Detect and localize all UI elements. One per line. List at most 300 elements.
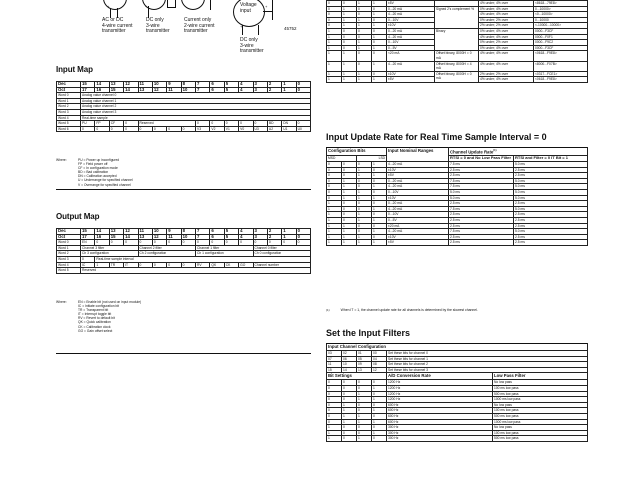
rate-b-cell: 2.5 ms (514, 173, 588, 179)
low-pass-cell: 1000 ms low pass (493, 397, 588, 403)
bit-cell: GO (239, 262, 253, 268)
bit-cell: 0 (282, 240, 296, 246)
hex-range-cell: 0...10000 (534, 17, 588, 23)
bit-header: 3 (253, 87, 267, 93)
bit-cell: 1 (372, 240, 387, 246)
rate-b-cell: 5.0 ms (514, 184, 588, 190)
rate-a-cell: 2.5 ms (449, 217, 514, 223)
bit-cell: 0 (342, 430, 357, 436)
bit-cell: 1 (342, 234, 357, 240)
bit-cell: 0 (372, 380, 387, 386)
channel-text-cell: Set these bits for channel 2 (387, 362, 588, 368)
range-cell: <20 mA (387, 51, 435, 61)
rate-a-cell: 7.5 ms (449, 178, 514, 184)
bit-cell: 0 (357, 229, 372, 235)
legend-item: QK = Quick calibration (78, 320, 111, 325)
rate-b-cell: 2.5 ms (514, 167, 588, 173)
bit-cell: 0 (357, 223, 372, 229)
where-label: Where: (56, 300, 67, 304)
output-map-title: Output Map (56, 212, 100, 221)
bit-cell: 0 (372, 425, 387, 431)
limits-cell: 4% under; 4% over (479, 12, 534, 18)
low-pass-cell: 100 ms low pass (493, 430, 588, 436)
bit-cell: 0 (327, 419, 342, 425)
bit-cell: 1 (357, 217, 372, 223)
range-header: Input Nominal Ranges (387, 148, 449, 162)
bit-cell: V2 (210, 126, 224, 132)
bit-cell: 0 (357, 162, 372, 168)
label-line: transmitter (184, 28, 208, 35)
ad-rate-cell: 600 Hz (387, 402, 493, 408)
bit-header: 2 (267, 229, 281, 235)
range-cell: 4...20 mA (387, 229, 449, 235)
rate-a-cell: 2.5 ms (449, 173, 514, 179)
label-line: transmitter (240, 48, 264, 55)
bit-cell: 1 (327, 223, 342, 229)
bit-header: 12 (152, 234, 166, 240)
bit-cell: V1 (224, 126, 238, 132)
bit-header: 3 (253, 229, 267, 235)
hex-range-cell: <8000...F07B> (534, 61, 588, 71)
bit-header: 8 (181, 82, 195, 88)
data-format-table (326, 0, 588, 83)
bit-cell: 0 (224, 240, 238, 246)
row-label: Oct (57, 87, 81, 93)
rate-b-cell: 2.5 ms (514, 217, 588, 223)
bit-cell: 1 (342, 71, 357, 77)
hex-range-cell: 0000...F0F1 (534, 34, 588, 40)
bit-header: 2 (267, 82, 281, 88)
format-cell: Offset binary, 8000H = 0 mA (435, 51, 479, 61)
label-line: 4-wire current (102, 22, 133, 29)
bit-header: 3 (253, 82, 267, 88)
legend-item: DN = Calibration accepted (78, 174, 117, 179)
bit-header: 7 (196, 87, 210, 93)
legend-item: CF = In configuration mode (78, 166, 118, 171)
where-label: Where: (56, 158, 67, 162)
rate-a-cell: 2.5 ms (449, 223, 514, 229)
bit-cell: 0 (327, 12, 342, 18)
bit-cell: 0 (372, 189, 387, 195)
label-line: DC only (146, 17, 164, 23)
bit-cell: 1 (327, 34, 342, 40)
bit-number-cell: 08 (372, 362, 387, 368)
limits-cell: 4% under; 4% over (479, 51, 534, 61)
range-cell: 0...20 mA (387, 6, 435, 12)
bit-header: 16 (95, 234, 109, 240)
low-pass-cell: No low pass (493, 425, 588, 431)
rate-b-cell: 2.5 ms (514, 212, 588, 218)
bit-cell: 1 (357, 77, 372, 83)
legend-item: IT = Interrupt toggle bit (78, 312, 112, 317)
bit-cell: 0 (357, 201, 372, 207)
bit-cell: 1 (327, 201, 342, 207)
bit-cell: 0 (167, 126, 181, 132)
range-cell: 4...20 mA (387, 12, 435, 18)
bit-cell: QK (210, 262, 224, 268)
header-row-2 (327, 373, 588, 380)
bit-cell: U0 (296, 126, 310, 132)
hex-range-cell: <0618...F9E8> (534, 77, 588, 83)
range-cell: ±5V (387, 240, 449, 246)
bit-cell: 0 (372, 17, 387, 23)
rate-b-cell: 2.5 ms (514, 240, 588, 246)
bit-header: 9 (167, 82, 181, 88)
bit-cell: 0 (357, 51, 372, 61)
bit-number-cell: 10 (342, 362, 357, 368)
bit-cell: 0 (181, 240, 195, 246)
figure-number: 45752 (284, 26, 297, 31)
bit-cell: 1 (372, 217, 387, 223)
filter-cell: Channel 0 filter (253, 245, 311, 251)
bit-cell: 0 (152, 240, 166, 246)
hex-range-cell: <8618...79E8> (534, 1, 588, 7)
range-cell: 0...20 mA (387, 178, 449, 184)
bit-cell: 0 (372, 413, 387, 419)
plus-sign: + (107, 4, 110, 9)
bit-cell: 0 (342, 45, 357, 51)
ad-rate-cell: 300 Hz (387, 436, 493, 442)
label-line: DC only (240, 37, 258, 43)
bit-cell: 0 (342, 436, 357, 442)
bit-cell: 1 (342, 51, 357, 61)
bit-cell: 0 (327, 184, 342, 190)
rate-b-cell: 5.0 ms (514, 229, 588, 235)
bit-header: 5 (224, 87, 238, 93)
range-cell: 0...5V (387, 217, 449, 223)
bit-cell: 1 (342, 23, 357, 29)
bit-header: 0 (296, 229, 310, 235)
ad-rate-cell: 600 Hz (387, 413, 493, 419)
config-bits-header: Configuration Bits (327, 148, 387, 156)
bit-cell: 1 (357, 234, 372, 240)
bit-cell: 0 (327, 178, 342, 184)
hex-range-cell: 0000...F3CF (534, 28, 588, 34)
low-pass-cell: 100 ms low pass (493, 385, 588, 391)
bit-cell: V0 (239, 126, 253, 132)
bit-cell: 1 (357, 17, 372, 23)
bit-header: 6 (210, 234, 224, 240)
row-label: Oct (57, 234, 81, 240)
range-cell: ±5V (387, 173, 449, 179)
format-cell: Signed 2's complement % (435, 6, 479, 28)
bit-header: 1 (282, 234, 296, 240)
bit-cell: DN (282, 121, 296, 127)
bit-number-cell: 11 (327, 362, 342, 368)
word-label: Word 0 (57, 93, 81, 99)
bit-cell: 1 (372, 229, 387, 235)
bit-header: 4 (239, 87, 253, 93)
bit-cell: 0 (372, 71, 387, 77)
bit-cell: 0 (372, 178, 387, 184)
bit-header: 13 (109, 82, 123, 88)
header-row (327, 148, 588, 156)
filter-row (327, 436, 588, 442)
bit-cell: 1 (342, 189, 357, 195)
range-cell: ±10V (387, 23, 435, 29)
legend-item: PU = Power up inconfigured (78, 158, 120, 162)
bit-cell: 0 (327, 167, 342, 173)
bit-cell: 1 (342, 195, 357, 201)
bit-header: 5 (224, 229, 238, 235)
bit-cell: 0 (327, 189, 342, 195)
bit-cell: 1 (357, 71, 372, 77)
bit-header: 10 (152, 229, 166, 235)
bit-cell: 0 (327, 402, 342, 408)
bit-cell: 0 (342, 34, 357, 40)
bit-header: 7 (196, 234, 210, 240)
bit-cell: 0 (372, 51, 387, 61)
bit-cell: 1 (357, 173, 372, 179)
low-pass-cell: No low pass (493, 380, 588, 386)
rate-row (327, 240, 588, 246)
bit-cell: PU (81, 121, 95, 127)
label-line: 2-wire current (184, 22, 215, 29)
range-cell: ±5V (387, 1, 435, 7)
label-4wire (102, 18, 133, 35)
bit-cell: 0 (210, 121, 224, 127)
bit-cell: 0 (267, 240, 281, 246)
range-cell: 4...20 mA (387, 162, 449, 168)
bit-header: 13 (109, 229, 123, 235)
bit-cell: 0 (372, 223, 387, 229)
plus-sign: + (145, 4, 148, 9)
input-filters-title: Set the Input Filters (326, 328, 411, 338)
bit-cell: 0 (327, 1, 342, 7)
bit-cell: 0 (357, 430, 372, 436)
bit-cell: 1 (327, 28, 342, 34)
bit-cell: FP (95, 121, 109, 127)
bit-cell: 0 (81, 256, 95, 262)
bit-cell: 1 (357, 195, 372, 201)
bit-cell: 1 (327, 425, 342, 431)
bit-number-cell: 09 (357, 362, 372, 368)
bit-cell: 0 (357, 184, 372, 190)
bit-cell: 1 (372, 77, 387, 83)
bit-cell: 1 (357, 419, 372, 425)
word-row (57, 126, 311, 132)
bit-cell: 0 (372, 167, 387, 173)
word-label: Word 4 (57, 262, 81, 268)
bit-header: 5 (224, 234, 238, 240)
bit-cell: 0 (342, 212, 357, 218)
range-cell: 0...10V (387, 17, 435, 23)
bit-cell: 1 (357, 1, 372, 7)
word-label: Word 3 (57, 256, 81, 262)
label-voltage-input (240, 3, 257, 14)
bit-cell: 0 (296, 121, 310, 127)
channel-text-cell: Set these bits for channel 3 (387, 367, 588, 373)
bit-cell: EN (81, 240, 95, 246)
bit-header: 7 (196, 229, 210, 235)
bit-header: 2 (267, 234, 281, 240)
bit-cell: 1 (327, 40, 342, 46)
legend-item: U = Underrange for specified channel (78, 178, 133, 183)
bit-cell: 1 (327, 206, 342, 212)
bit-number-cell: 00 (372, 351, 387, 357)
format-cell: Binary (435, 28, 479, 50)
bit-cell: 1 (372, 34, 387, 40)
bit-cell: CK (224, 262, 238, 268)
range-cell: 0...10V (387, 40, 435, 46)
bit-header: 3 (253, 234, 267, 240)
input-filters-table (326, 343, 588, 442)
bit-cell: 0 (296, 240, 310, 246)
bit-cell: 1 (342, 240, 357, 246)
legend-item: BD = Bad calibration (78, 170, 109, 175)
bit-cell: 1 (372, 184, 387, 190)
range-cell: 0...10V (387, 212, 449, 218)
bit-header: 1 (282, 87, 296, 93)
word-label: Word 1 (57, 245, 81, 251)
limits-cell: 2% under; 2% over (479, 23, 534, 29)
bit-cell: 0 (342, 201, 357, 207)
bit-cell: IC (81, 262, 95, 268)
bit-header: 0 (296, 87, 310, 93)
bit-cell: 1 (357, 436, 372, 442)
filter-cell: Channel 1 filter (196, 245, 254, 251)
bit-number-cell: 13 (357, 367, 372, 373)
word-label: Word 2 (57, 104, 81, 110)
output-map-table (56, 228, 311, 274)
ad-rate-cell: 1200 Hz (387, 397, 493, 403)
bit-cell: 1 (372, 162, 387, 168)
bit-cell: 1 (372, 397, 387, 403)
bit-cell: 1 (342, 178, 357, 184)
bit-cell: 0 (124, 126, 138, 132)
limits-cell: 0% under; 4% over (479, 45, 534, 51)
input-map-table (56, 81, 311, 132)
bit-cell: 0 (327, 162, 342, 168)
bit-cell: 1 (372, 195, 387, 201)
rate-header-text: Channel Update Rate (450, 149, 494, 155)
bit-cell: 0 (342, 425, 357, 431)
bit-header: 14 (95, 82, 109, 88)
label-line: transmitter (146, 28, 170, 35)
bit-cell: 0 (124, 121, 138, 127)
bit-cell: 1 (327, 77, 342, 83)
legend-item: GO = Gain offset select (78, 328, 113, 333)
bit-number-cell: 03 (327, 351, 342, 357)
bit-cell: 0 (357, 402, 372, 408)
bit-cell: 0 (253, 240, 267, 246)
transmitter-circle-3 (181, 0, 205, 10)
limits-cell: 4% under; 4% over (479, 61, 534, 71)
bit-header: 0 (296, 234, 310, 240)
bit-number-cell: 01 (357, 351, 372, 357)
bit-cell: 0 (138, 240, 152, 246)
limits-cell: 0% under; 2% over (479, 40, 534, 46)
rate-b-cell: 2.5 ms (514, 234, 588, 240)
bit-cell: 0 (327, 408, 342, 414)
bit-cell: 0 (327, 391, 342, 397)
limits-cell: 4% under; 4% over (479, 34, 534, 40)
range-cell: 0...20 mA (387, 28, 435, 34)
bit-cell: 0 (372, 201, 387, 207)
plus-sign: + (265, 4, 268, 9)
bit-number-cell: 06 (342, 356, 357, 362)
range-cell: ±10V (387, 234, 449, 240)
ad-rate-cell: 300 Hz (387, 425, 493, 431)
rate-b-cell: 5.0 ms (514, 189, 588, 195)
word-label: Word 0 (57, 240, 81, 246)
bit-header: 11 (167, 87, 181, 93)
ad-rate-cell: 300 Hz (387, 430, 493, 436)
bit-header: 8 (181, 229, 195, 235)
hex-range-cell: 0000...F9C2 (534, 40, 588, 46)
bit-cell: 0 (357, 12, 372, 18)
bit-cell: 1 (372, 45, 387, 51)
output-map-legend (56, 300, 141, 333)
word-value: Analog value channel 1 (81, 98, 311, 104)
bit-cell: 1 (342, 12, 357, 18)
ad-rate-cell: 600 Hz (387, 419, 493, 425)
word-label: Word 6 (57, 126, 81, 132)
bit-header: 5 (224, 82, 238, 88)
word-label: Word 5 (57, 121, 81, 127)
hex-range-cell: <0618...F9E8> (534, 51, 588, 61)
bit-header: 15 (81, 82, 95, 88)
bit-cell: 1 (342, 223, 357, 229)
bit-cell: 0 (95, 240, 109, 246)
bit-cell: 1 (372, 1, 387, 7)
bit-cell: 0 (81, 126, 95, 132)
label-line: AC or DC (102, 17, 124, 23)
word-value: Analog value channel 3 (81, 109, 311, 115)
bit-cell: 1 (372, 419, 387, 425)
bit-cell: 1 (357, 40, 372, 46)
bit-cell: 1 (327, 212, 342, 218)
bit-cell: 1 (327, 436, 342, 442)
bit-cell: IT (124, 262, 138, 268)
bit-cell: 1 (357, 391, 372, 397)
bit-number-cell: 07 (327, 356, 342, 362)
label-line: 3-wire (146, 22, 160, 29)
bit-cell: 1 (342, 419, 357, 425)
bit-cell: 0 (167, 240, 181, 246)
bit-cell: 0 (372, 234, 387, 240)
bit-cell: 0 (342, 206, 357, 212)
bit-cell: 0 (327, 195, 342, 201)
bit-header: 11 (138, 82, 152, 88)
bit-cell: 1 (357, 413, 372, 419)
row-label: Dec (57, 229, 81, 235)
bit-settings-header: Bit Settings (327, 373, 387, 380)
rate-header (449, 148, 588, 156)
config-cell: Ch 2 configuration (138, 251, 196, 257)
header-row (327, 344, 588, 351)
rate-a-cell: 7.5 ms (449, 229, 514, 235)
hex-range-cell: <0...10000> (534, 12, 588, 18)
bit-cell: 0 (357, 6, 372, 12)
bit-cell: Channel number (253, 262, 311, 268)
bit-header: 10 (181, 234, 195, 240)
legend-item: TR = Transparent bit (78, 308, 109, 313)
bit-cell: 0 (342, 385, 357, 391)
rate-b-cell: 5.0 ms (514, 178, 588, 184)
rate-a-cell: 2.5 ms (449, 167, 514, 173)
bit-cell: 0 (372, 391, 387, 397)
range-cell: ±10V (387, 71, 435, 77)
bit-cell: 1 (357, 240, 372, 246)
filter-cell: Channel 3 filter (81, 245, 139, 251)
bit-header: 17 (81, 234, 95, 240)
ad-rate-cell: 600 Hz (387, 408, 493, 414)
rate-b-cell: 2.5 ms (514, 201, 588, 207)
plus-sign: + (240, 24, 243, 29)
rate-col-a-header: RTSI = 0 and No Low Pass Filter (449, 156, 514, 162)
low-pass-cell: 100 ms low pass (493, 408, 588, 414)
